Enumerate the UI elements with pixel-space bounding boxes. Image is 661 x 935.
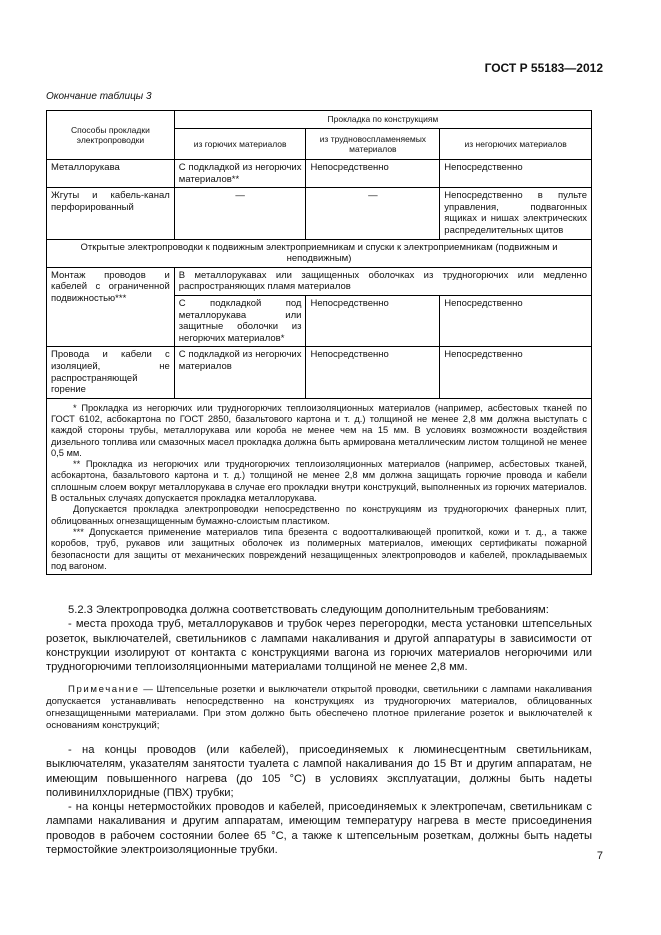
row-noncombustible: Непосредственно	[440, 160, 592, 188]
row-slow-ignition: —	[306, 188, 440, 239]
paragraph-5-2-3: 5.2.3 Электропроводка должна соответствовать следующим дополнительным требованиям:	[68, 604, 549, 616]
table-row	[47, 188, 592, 239]
table-caption: Окончание таблицы 3	[46, 91, 152, 102]
header-group: Прокладка по конструкциям	[174, 111, 591, 129]
row-combustible: —	[174, 188, 306, 239]
row-method: Монтаж проводов и кабелей с ограниченной подвижностью***	[47, 267, 175, 347]
wiring-table	[46, 110, 592, 575]
row-noncombustible: Непосредственно	[440, 347, 592, 398]
row-method: Металлорукава	[47, 160, 175, 188]
note-text: — Штепсельные розетки и выключатели открытой проводки, светильники с лампами накаливания допускается устанавливать непосредственно на конструкциях из трудногорючих материалов, облицованных огнезащищенными материалами. При этом должно быть обеспечено плотное прилегание розеток и выключателей к основаниям конструкций;	[46, 684, 592, 731]
row-combustible: С подкладкой из негорючих материалов	[174, 347, 306, 398]
paragraph-item-3: - на концы нетермостойких проводов и кабелей, присоединяемых к электропечам, светильникам с лампами накаливания и другим аппаратам, имеющим температуру нагрева в месте присоединения проводов в рабочем состоянии более 65 °С, а также к штепсельным розеткам, должны быть надеты термостойкие электроизоляционные трубки.	[46, 801, 592, 857]
row-slow-ignition: Непосредственно	[306, 160, 440, 188]
paragraph-item-1: - места прохода труб, металлорукавов и трубок через перегородки, места установки штепсельных розеток, выключателей, светильников с лампами накаливания и другой аппаратуры в зависимости от конструкции изолируют от контакта с конструкциями вагона из горючих материалов негорючими или трудногорючими теплоизоляционными материалами толщиной не менее 2,8 мм.	[46, 618, 592, 674]
row-method: Жгуты и кабель-канал перфорированный	[47, 188, 175, 239]
header-method: Способы прокладки электропроводки	[47, 111, 175, 160]
table-footnotes	[47, 398, 592, 574]
header-slow-ignition: из трудновоспламеняемых материалов	[306, 129, 440, 160]
row-noncombustible: Непосредственно	[440, 295, 592, 346]
table-row	[47, 267, 592, 295]
row-combustible: С подкладкой под металлорукава или защитные оболочки из негорючих материалов*	[174, 295, 306, 346]
table-header-row	[47, 111, 592, 129]
table-section-row	[47, 239, 592, 267]
table-row	[47, 160, 592, 188]
footnote-4: *** Допускается применение материалов типа брезента с водоотталкивающей пропиткой, кожи и т. д., а также коробов, труб, рукавов или защитных оболочек из полимерных материалов, имеющих сертификаты пожарной безопасности для защиты от механических повреждений незащищенных электропроводов и кабелей, прокладываемых под вагоном.	[51, 526, 587, 571]
footnote-3: Допускается прокладка электропроводки непосредственно по конструкциям из трудногорючих фанерных плит, облицованных огнезащищенным бумажно-слоистым пластиком.	[51, 504, 587, 526]
table-row	[47, 347, 592, 398]
standard-number: ГОСТ Р 55183—2012	[484, 61, 603, 75]
header-combustible: из горючих материалов	[174, 129, 306, 160]
body-text-1	[46, 603, 592, 674]
row-slow-ignition: Непосредственно	[306, 295, 440, 346]
paragraph-item-2: - на концы проводов (или кабелей), присоединяемых к люминесцентным светильникам, выключателям, указателям занятости туалета с лампой накаливания до 15 Вт и другим аппаратам, не имеющим повышенного нагрева (до 105 °С) в условиях эксплуатации, должны быть надеты поливинилхлоридные (ПВХ) трубки;	[46, 744, 592, 799]
row-slow-ignition: Непосредственно	[306, 347, 440, 398]
page-number: 7	[596, 850, 603, 862]
note-label: Примечание	[68, 684, 140, 695]
table-footnotes-row	[47, 398, 592, 574]
section-title: Открытые электропроводки к подвижным электроприемникам и спуски к электроприемникам (подвижным и неподвижным)	[47, 239, 592, 267]
row-method: Провода и кабели с изоляцией, не распространяющей горение	[47, 347, 175, 398]
body-text-2	[46, 743, 592, 857]
note-block	[46, 684, 592, 732]
row-noncombustible: Непосредственно в пульте управления, подвагонных ящиках и нишах электрических распределительных щитов	[440, 188, 592, 239]
footnote-1: * Прокладка из негорючих или трудногорючих теплоизоляционных материалов (например, асбестовых тканей по ГОСТ 6102, асбокартона по ГОСТ 2850, базальтового картона и т. д.) толщиной не менее 2,8 мм должна выступать с каждой стороны трубы, металлорукава или короба не менее чем на 15 мм. В условиях возможности воздействия дизельного топлива или смазочных масел прокладка должна быть армирована металлическим листом толщиной не менее 0,5 мм.	[51, 402, 587, 458]
row-merged-requirement: В металлорукавах или защищенных оболочках из трудногорючих или медленно распространяющих пламя материалов	[174, 267, 591, 295]
header-noncombustible: из негорючих материалов	[440, 129, 592, 160]
footnote-2: ** Прокладка из негорючих или трудногорючих теплоизоляционных материалов (например, асбестовых тканей, асбокартона, базальтового картона и т. д.) толщиной не менее 2,8 мм должна защищать горючие провода и кабели сплошным слоем вокруг металлорукава в случае его прокладки внутри конструкций, выполненных из горючих материалов. В остальных случаях допускается прокладка металлорукава.	[51, 459, 587, 504]
row-combustible: С подкладкой из негорючих материалов**	[174, 160, 306, 188]
